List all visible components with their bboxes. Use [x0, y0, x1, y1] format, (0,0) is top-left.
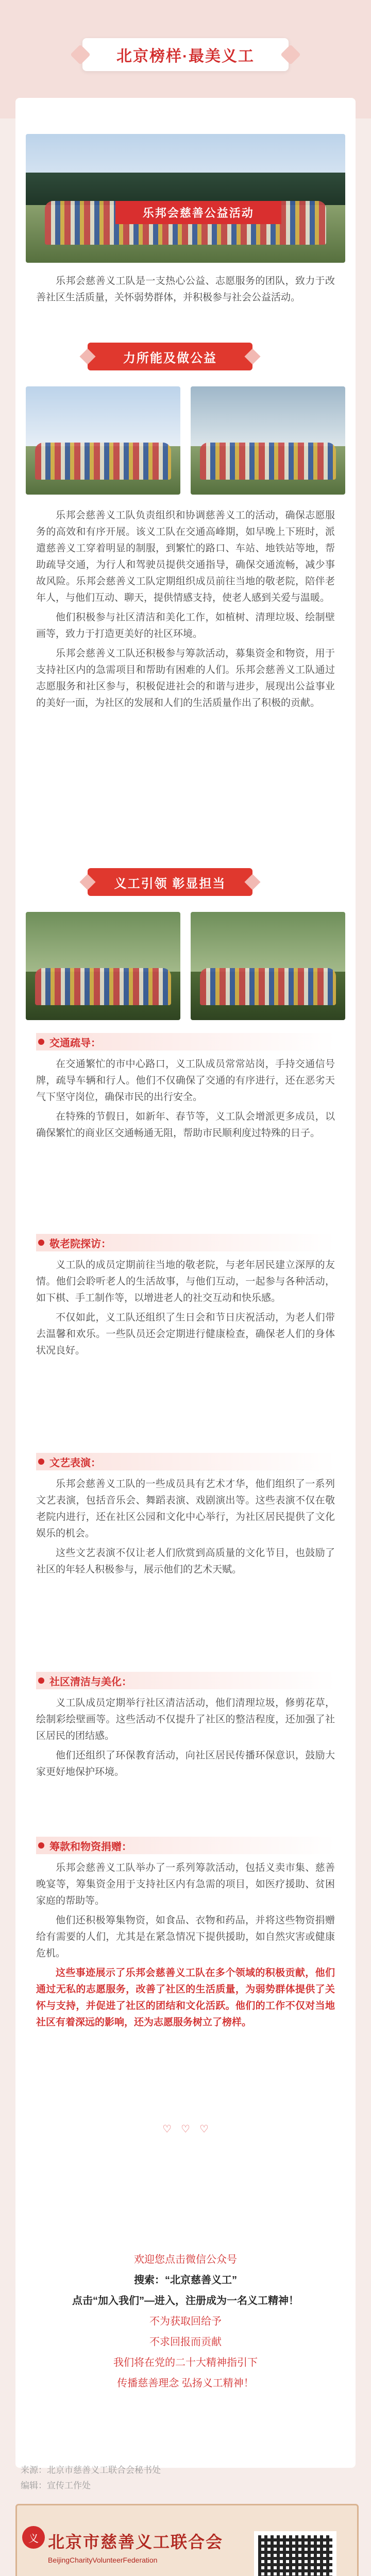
- follow-line-1: 欢迎您点击微信公众号: [134, 2254, 237, 2265]
- fundraising-body: 乐邦会慈善义工队举办了一系列筹款活动，包括义卖市集、慈善晚宴等，筹集资金用于支持社区内有急需的项目，如医疗援助、贫困家庭的帮助等。 他们还积极筹集物资，如食品、衣物和药品，并将这些物资捐赠给有需要的人们，尤其是在紧急情况下提供援助，如自然灾害或健康危机。 这些事迹展示了乐邦会慈善义工队在多个领域的积极贡献，他们通过无私的志愿服务，改善了社区的生活质量，为弱势群体提供了关怀与支持，并促进了社区的团结和文化活跃。他们的工作不仅对当地社区有着深远的影响，还为志愿服务树立了榜样。: [36, 1860, 335, 2034]
- section1-para-2: 他们积极参与社区清洁和美化工作，如植树、清理垃圾、绘制壁画等，致力于打造更美好的社区环境。: [36, 612, 335, 639]
- intro-text: 乐邦会慈善义工队是一支热心公益、志愿服务的团队，致力于改善社区生活质量，关怀弱势群体，并积极参与社会公益活动。: [36, 276, 335, 303]
- section1-para-3: 乐邦会慈善义工队还积极参与筹款活动，募集资金和物资，用于支持社区内的急需项目和帮助有困难的人们。乐邦会慈善义工队通过志愿服务和社区参与，积极促进社会的和谐与进步，展现出公益事业的美好一面，为社区的发展和人们的生活质量作出了积极的贡献。: [36, 648, 335, 708]
- section-pill-1: 力所能及做公益: [88, 343, 252, 370]
- subheading-elder-visit: 敬老院探访：: [36, 1234, 335, 1251]
- qr-code[interactable]: [254, 2531, 336, 2576]
- traffic-body: 在交通繁忙的市中心路口，义工队成员常常站岗，手持交通信号牌，疏导车辆和行人。他们不仅确保了交通的有序进行，还在恶劣天气下坚守岗位，确保市民的出行安全。 在特殊的节假日，如新年、春节等，义工队会增派更多成员，以确保繁忙的商业区交通畅通无阻，帮助市民顺利度过特殊的日子。: [36, 1059, 335, 1139]
- elder-visit-body: 义工队的成员定期前往当地的敬老院，与老年居民建立深厚的友情。他们会聆听老人的生活故事，与他们互动，一起参与各种活动，如下棋、手工制作等，以增进老人的社交互动和快乐感。 不仅如此，义工队还组织了生日会和节日庆祝活动，为老人们带去温馨和欢乐。一些队员还会定期进行健康检查，确保老人们的身体状况良好。: [36, 1260, 335, 1356]
- follow-line-6: 我们将在党的二十大精神指引下: [113, 2357, 258, 2368]
- subheading-community-cleanup: 社区清洁与美化：: [36, 1672, 335, 1689]
- heart-divider: [129, 2123, 242, 2138]
- source-line: 来源：北京市慈善义工联合会秘书处: [21, 2465, 161, 2475]
- cleanup-body: 义工队成员定期举行社区清洁活动，他们清理垃圾，修剪花草，绘制彩绘壁画等。这些活动不仅提升了社区的整洁程度，还加强了社区居民的团结感。 他们还组织了环保教育活动，向社区居民传播环保意识，鼓励大家更好地保护环境。: [36, 1698, 335, 1777]
- federation-banner: [15, 2504, 359, 2576]
- follow-line-3: 点击“加入我们”—进入，注册成为一名义工精神！: [72, 2295, 299, 2307]
- follow-line-7: 传播慈善理念 弘扬义工精神！: [117, 2378, 254, 2389]
- follow-line-4: 不为获取回给予: [149, 2316, 222, 2327]
- bullet-icon: [38, 1459, 44, 1465]
- bullet-icon: [38, 1677, 44, 1684]
- editor-line: 编辑：宣传工作处: [21, 2481, 91, 2490]
- federation-logo-icon: 义: [22, 2526, 45, 2549]
- source-info: [21, 2463, 161, 2494]
- page-title: 北京榜样·最美义工: [82, 38, 289, 71]
- federation-title: 北京市慈善义工联合会: [48, 2533, 224, 2551]
- heart-icon: ♡: [199, 2124, 209, 2135]
- federation-english-name: BeijingCharityVolunteerFederation: [48, 2556, 158, 2564]
- photo-volunteers-right: [191, 386, 345, 495]
- heart-icon: ♡: [181, 2124, 190, 2135]
- photo-group-train: [26, 134, 345, 263]
- performance-body: 乐邦会慈善义工队的一些成员具有艺术才华，他们组织了一系列文艺表演，包括音乐会、舞蹈表演、戏剧演出等。这些表演不仅在敬老院内进行，还在社区公园和文化中心举行，为社区居民提供了文化娱乐的机会。 这些文艺表演不仅让老人们欣赏到高质量的文化节目，也鼓励了社区的年轻人积极参与，展示他们的艺术天赋。: [36, 1479, 335, 1575]
- section-pill-2: 义工引领 彰显担当: [88, 868, 252, 896]
- bullet-icon: [38, 1842, 44, 1849]
- bullet-icon: [38, 1240, 44, 1246]
- photo-banner-text: 乐邦会慈善公益活动: [115, 201, 281, 224]
- follow-line-5: 不求回报而贡献: [149, 2336, 222, 2348]
- photo-volunteers-left: [26, 386, 180, 495]
- photo-park-left: [26, 912, 180, 1020]
- subheading-fundraising: 筹款和物资捐赠：: [36, 1837, 335, 1854]
- subheading-traffic: 交通疏导：: [36, 1033, 335, 1050]
- follow-line-2: 搜索：“北京慈善义工”: [134, 2275, 237, 2286]
- follow-section: [15, 2143, 356, 2421]
- heart-icon: ♡: [162, 2124, 172, 2135]
- closing-paragraph: 这些事迹展示了乐邦会慈善义工队在多个领域的积极贡献，他们通过无私的志愿服务，改善了社区的生活质量，为弱势群体提供了关怀与支持，并促进了社区的团结和文化活跃。他们的工作不仅对当地社区有着深远的影响，还为志愿服务树立了榜样。: [36, 1968, 335, 2028]
- bullet-icon: [38, 1039, 44, 1045]
- section1-para-1: 乐邦会慈善义工队负责组织和协调慈善义工的活动，确保志愿服务的高效和有序开展。该义工队在交通高峰期，如早晚上下班时，派遣慈善义工穿着明显的制服，到繁忙的路口、车站、地铁站等地，帮助疏导交通，为行人和驾驶员提供交通指导，确保交通流畅，减少事故风险。乐邦会慈善义工队定期组织成员前往当地的敬老院，陪伴老年人，与他们互动、聊天，提供情感支持，使老人感到关爱与温暖。: [36, 510, 335, 603]
- section1-body: [36, 507, 335, 715]
- photo-park-right: [191, 912, 345, 1020]
- subheading-performance: 文艺表演：: [36, 1453, 335, 1470]
